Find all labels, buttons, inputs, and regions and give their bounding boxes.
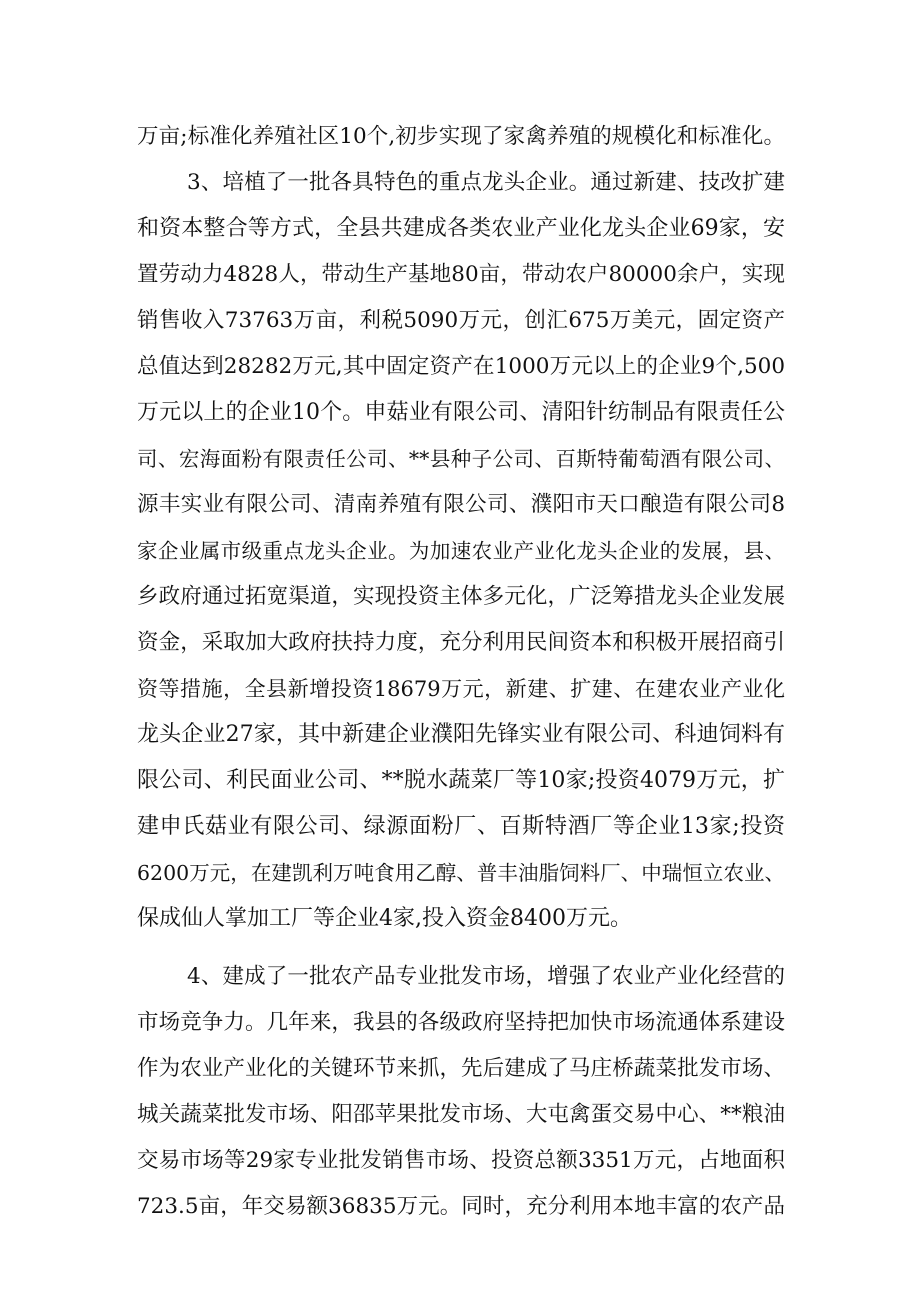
paragraph-3-start: 3、培植了一批各具特色的重点龙头企业。通过新建、技改扩建 [187, 170, 785, 195]
text-line: 建申氏菇业有限公司、绿源面粉厂、百斯特酒厂等企业13家;投资 [137, 814, 785, 839]
text-line: 乡政府通过拓宽渠道，实现投资主体多元化，广泛筹措龙头企业发展 [137, 584, 785, 609]
text-line: 家企业属市级重点龙头企业。为加速农业产业化龙头企业的发展，县、 [137, 539, 785, 563]
text-line: 作为农业产业化的关键环节来抓，先后建成了马庄桥蔬菜批发市场、 [137, 1056, 785, 1081]
text-line: 交易市场等29家专业批发销售市场、投资总额3351万元，占地面积 [137, 1148, 785, 1173]
text-line: 销售收入73763万亩，利税5090万元，创汇675万美元，固定资产 [137, 308, 785, 333]
text-line: 资等措施，全县新增投资18679万元，新建、扩建、在建农业产业化 [137, 677, 785, 701]
text-line: 市场竞争力。几年来，我县的各级政府坚持把加快市场流通体系建设 [137, 1010, 785, 1035]
text-line: 总值达到28282万元,其中固定资产在1000万元以上的企业9个,500 [137, 354, 785, 379]
text-line: 万元以上的企业10个。申菇业有限公司、清阳针纺制品有限责任公 [137, 400, 785, 425]
text-line: 司、宏海面粉有限责任公司、**县种子公司、百斯特葡萄酒有限公司、 [137, 447, 785, 471]
text-line: 城关蔬菜批发市场、阳邵苹果批发市场、大屯禽蛋交易中心、**粮油 [137, 1102, 785, 1127]
text-line: 723.5亩，年交易额36835万元。同时，充分利用本地丰富的农产品 [137, 1194, 785, 1219]
paragraph-3-end: 保成仙人掌加工厂等企业4家,投入资金8400万元。 [137, 906, 632, 931]
text-line: 龙头企业27家，其中新建企业濮阳先锋实业有限公司、科迪饲料有 [137, 722, 785, 747]
text-line: 资金，采取加大政府扶持力度，充分利用民间资本和积极开展招商引 [137, 630, 785, 655]
text-line: 万亩;标准化养殖社区10个,初步实现了家禽养殖的规模化和标准化。 [137, 124, 785, 149]
text-line: 6200万元，在建凯利万吨食用乙醇、普丰油脂饲料厂、中瑞恒立农业、 [137, 861, 785, 885]
text-line: 限公司、利民面业公司、**脱水蔬菜厂等10家;投资4079万元，扩 [137, 768, 785, 793]
text-line: 和资本整合等方式，全县共建成各类农业产业化龙头企业69家，安 [137, 216, 785, 241]
paragraph-4-start: 4、建成了一批农产品专业批发市场，增强了农业产业化经营的 [187, 964, 785, 989]
text-line: 置劳动力4828人，带动生产基地80亩，带动农户80000余户，实现 [137, 262, 785, 287]
text-line: 源丰实业有限公司、清南养殖有限公司、濮阳市天口酿造有限公司8 [137, 492, 785, 517]
